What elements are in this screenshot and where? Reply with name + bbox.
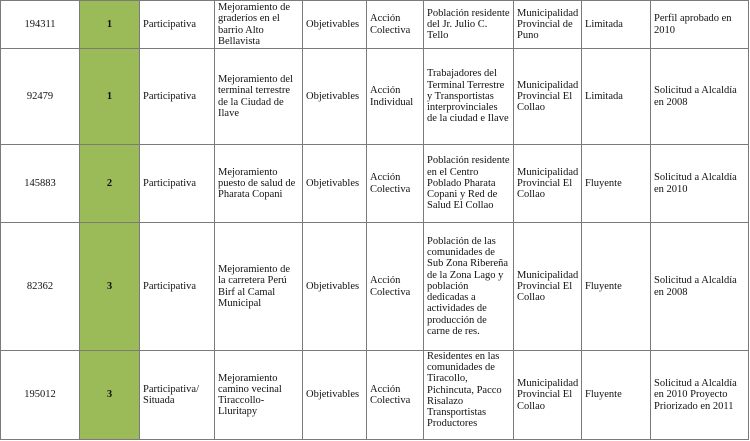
- cell-status: Solicitud a Alcaldía en 2008: [651, 49, 749, 145]
- cell-code: 194311: [1, 1, 80, 49]
- cell-project: Mejoramiento camino vecinal Tiraccollo-Lluritapy: [215, 351, 303, 440]
- table-row: [1, 223, 749, 351]
- cell-type: Participativa: [140, 223, 215, 351]
- cell-status: Solicitud a Alcaldía en 2008: [651, 223, 749, 351]
- table-row: [1, 1, 749, 49]
- cell-nature: Objetivables: [303, 223, 367, 351]
- cell-action: Acción Colectiva: [367, 223, 424, 351]
- cell-nature: Objetivables: [303, 1, 367, 49]
- cell-flow: Limitada: [582, 49, 651, 145]
- cell-status: Solicitud a Alcaldía en 2010: [651, 145, 749, 223]
- cell-status: Solicitud a Alcaldía en 2010 Proyecto Priorizado en 2011: [651, 351, 749, 440]
- cell-status: Perfil aprobado en 2010: [651, 1, 749, 49]
- cell-entity: Municipalidad Provincial de Puno: [514, 1, 582, 49]
- cell-flow: Fluyente: [582, 223, 651, 351]
- cell-population: Residentes en las comunidades de Tiracollo, Pichincuta, Pacco Risalazo Transportistas Productores: [424, 351, 514, 440]
- cell-nature: Objetivables: [303, 145, 367, 223]
- cell-entity: Municipalidad Provincial El Collao: [514, 49, 582, 145]
- cell-project: Mejoramiento de graderíos en el barrio Alto Bellavista: [215, 1, 303, 49]
- table-row: [1, 145, 749, 223]
- cell-entity: Municipalidad Provincial El Collao: [514, 145, 582, 223]
- cell-type: Participativa: [140, 49, 215, 145]
- cell-priority: 1: [80, 49, 140, 145]
- cell-project: Mejoramiento puesto de salud de Pharata Copani: [215, 145, 303, 223]
- cell-priority: 3: [80, 223, 140, 351]
- table-row: [1, 351, 749, 440]
- cell-flow: Fluyente: [582, 351, 651, 440]
- table-body: [1, 1, 749, 440]
- cell-project: Mejoramiento de la carretera Perú Birf al Camal Municipal: [215, 223, 303, 351]
- cell-type: Participativa/ Situada: [140, 351, 215, 440]
- cell-type: Participativa: [140, 1, 215, 49]
- cell-priority: 1: [80, 1, 140, 49]
- cell-code: 82362: [1, 223, 80, 351]
- cell-type: Participativa: [140, 145, 215, 223]
- table-row: [1, 49, 749, 145]
- cell-action: Acción Colectiva: [367, 1, 424, 49]
- cell-nature: Objetivables: [303, 351, 367, 440]
- cell-code: 195012: [1, 351, 80, 440]
- cell-action: Acción Colectiva: [367, 351, 424, 440]
- cell-action: Acción Individual: [367, 49, 424, 145]
- cell-action: Acción Colectiva: [367, 145, 424, 223]
- cell-code: 92479: [1, 49, 80, 145]
- cell-population: Trabajadores del Terminal Terrestre y Transportistas interprovinciales de la ciudad e Ilave: [424, 49, 514, 145]
- cell-population: Población residente en el Centro Poblado Pharata Copani y Red de Salud El Collao: [424, 145, 514, 223]
- cell-flow: Fluyente: [582, 145, 651, 223]
- cell-nature: Objetivables: [303, 49, 367, 145]
- cell-population: Población de las comunidades de Sub Zona Ribereña de la Zona Lago y población dedicadas a actividades de producción de carne de res.: [424, 223, 514, 351]
- cell-priority: 2: [80, 145, 140, 223]
- cell-flow: Limitada: [582, 1, 651, 49]
- cell-code: 145883: [1, 145, 80, 223]
- cell-entity: Municipalidad Provincial El Collao: [514, 351, 582, 440]
- cell-priority: 3: [80, 351, 140, 440]
- cell-entity: Municipalidad Provincial El Collao: [514, 223, 582, 351]
- cell-project: Mejoramiento del terminal terrestre de la Ciudad de Ilave: [215, 49, 303, 145]
- cell-population: Población residente del Jr. Julio C. Tello: [424, 1, 514, 49]
